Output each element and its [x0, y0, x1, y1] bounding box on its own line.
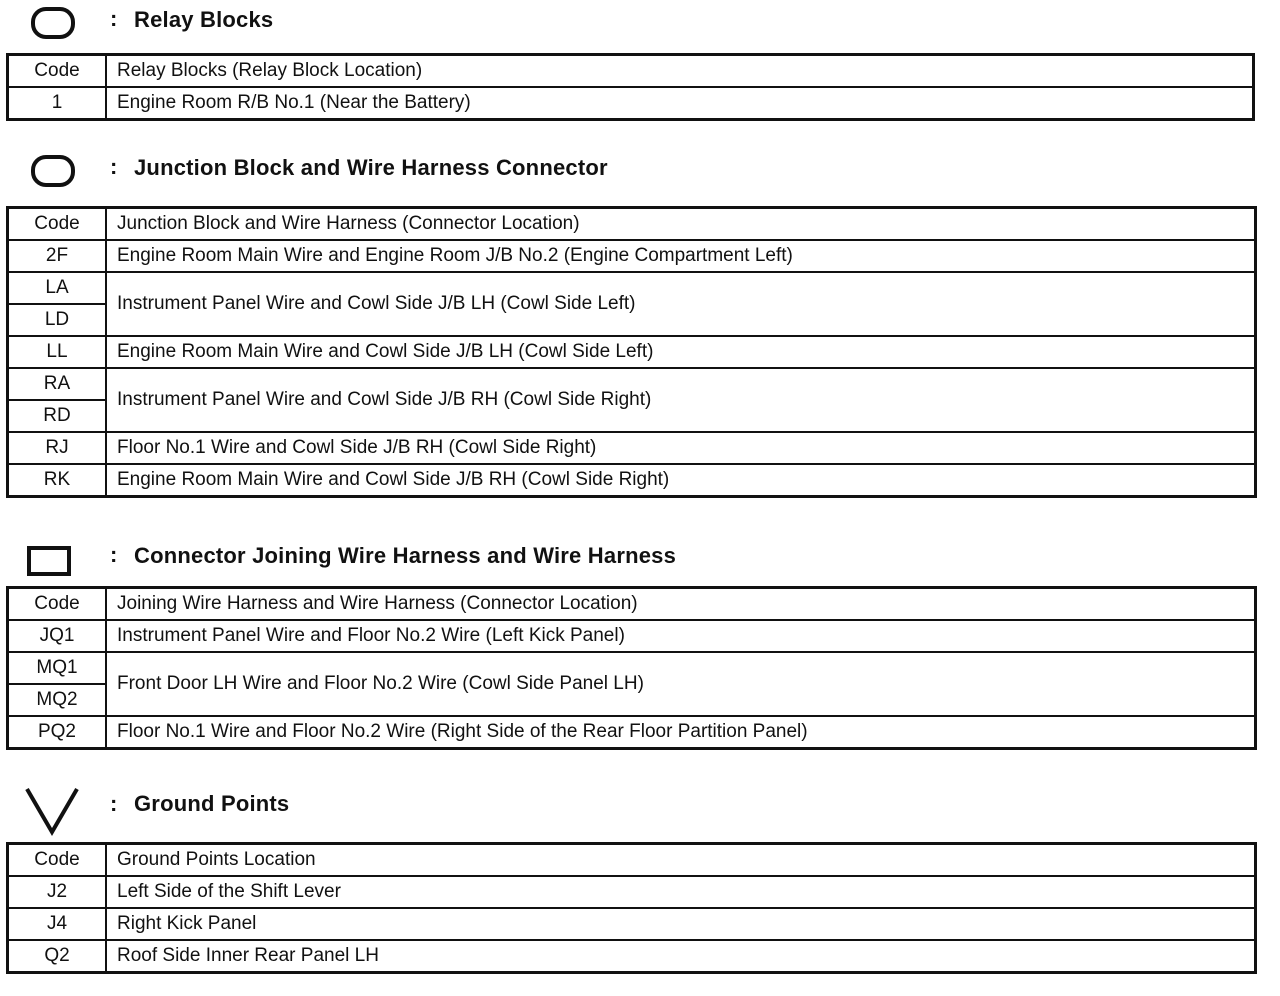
row-description: Instrument Panel Wire and Cowl Side J/B RH (Cowl Side Right)	[106, 368, 1256, 432]
table-row	[8, 87, 1254, 120]
table-row	[8, 464, 1256, 497]
table-row	[8, 336, 1256, 368]
table-row	[8, 368, 1256, 400]
column-header-description: Relay Blocks (Relay Block Location)	[106, 55, 1254, 88]
rounded-rect-symbol-icon	[30, 6, 76, 45]
table-header-row	[8, 844, 1256, 877]
code-table	[6, 53, 1255, 121]
table-row	[8, 272, 1256, 304]
column-header-code: Code	[8, 588, 107, 621]
row-code: MQ1	[8, 652, 107, 684]
table-row	[8, 620, 1256, 652]
table-header-row	[8, 208, 1256, 241]
section-heading	[0, 538, 1280, 578]
row-code: LD	[8, 304, 107, 336]
heading-colon: :	[110, 791, 118, 816]
column-header-description: Junction Block and Wire Harness (Connector Location)	[106, 208, 1256, 241]
row-description: Engine Room Main Wire and Cowl Side J/B RH (Cowl Side Right)	[106, 464, 1256, 497]
row-code: J4	[8, 908, 107, 940]
column-header-code: Code	[8, 844, 107, 877]
row-code: LL	[8, 336, 107, 368]
row-code: RA	[8, 368, 107, 400]
table-row	[8, 908, 1256, 940]
row-description: Roof Side Inner Rear Panel LH	[106, 940, 1256, 973]
code-table	[6, 206, 1257, 498]
table-row	[8, 432, 1256, 464]
column-header-description: Joining Wire Harness and Wire Harness (Connector Location)	[106, 588, 1256, 621]
table-header-row	[8, 55, 1254, 88]
section-title: Ground Points	[134, 791, 290, 816]
row-description: Engine Room Main Wire and Engine Room J/B No.2 (Engine Compartment Left)	[106, 240, 1256, 272]
column-header-code: Code	[8, 55, 107, 88]
code-table	[6, 586, 1257, 750]
row-code: RJ	[8, 432, 107, 464]
triangle-symbol-icon	[24, 786, 80, 841]
row-description: Instrument Panel Wire and Floor No.2 Wire (Left Kick Panel)	[106, 620, 1256, 652]
row-code: LA	[8, 272, 107, 304]
row-description: Engine Room R/B No.1 (Near the Battery)	[106, 87, 1254, 120]
row-code: 2F	[8, 240, 107, 272]
table-row	[8, 940, 1256, 973]
row-code: RK	[8, 464, 107, 497]
section-title: Junction Block and Wire Harness Connector	[134, 155, 608, 180]
row-code: JQ1	[8, 620, 107, 652]
row-description: Floor No.1 Wire and Floor No.2 Wire (Right Side of the Rear Floor Partition Panel)	[106, 716, 1256, 749]
row-code: 1	[8, 87, 107, 120]
column-header-description: Ground Points Location	[106, 844, 1256, 877]
table-row	[8, 652, 1256, 684]
row-code: Q2	[8, 940, 107, 973]
square-symbol-icon	[26, 544, 72, 583]
section-heading	[0, 150, 1280, 190]
code-table	[6, 842, 1257, 974]
table-row	[8, 716, 1256, 749]
section-heading	[0, 2, 1280, 42]
row-code: J2	[8, 876, 107, 908]
row-description: Instrument Panel Wire and Cowl Side J/B LH (Cowl Side Left)	[106, 272, 1256, 336]
table-header-row	[8, 588, 1256, 621]
section-title: Relay Blocks	[134, 7, 274, 32]
table-row	[8, 240, 1256, 272]
table-row	[8, 876, 1256, 908]
column-header-code: Code	[8, 208, 107, 241]
heading-colon: :	[110, 154, 118, 179]
row-code: RD	[8, 400, 107, 432]
row-description: Floor No.1 Wire and Cowl Side J/B RH (Cowl Side Right)	[106, 432, 1256, 464]
row-code: MQ2	[8, 684, 107, 716]
rounded-rect-symbol-icon	[30, 154, 76, 193]
row-code: PQ2	[8, 716, 107, 749]
row-description: Engine Room Main Wire and Cowl Side J/B LH (Cowl Side Left)	[106, 336, 1256, 368]
heading-colon: :	[110, 542, 118, 567]
row-description: Left Side of the Shift Lever	[106, 876, 1256, 908]
row-description: Front Door LH Wire and Floor No.2 Wire (Cowl Side Panel LH)	[106, 652, 1256, 716]
section-heading	[0, 786, 1280, 826]
heading-colon: :	[110, 6, 118, 31]
section-title: Connector Joining Wire Harness and Wire Harness	[134, 543, 677, 568]
row-description: Right Kick Panel	[106, 908, 1256, 940]
